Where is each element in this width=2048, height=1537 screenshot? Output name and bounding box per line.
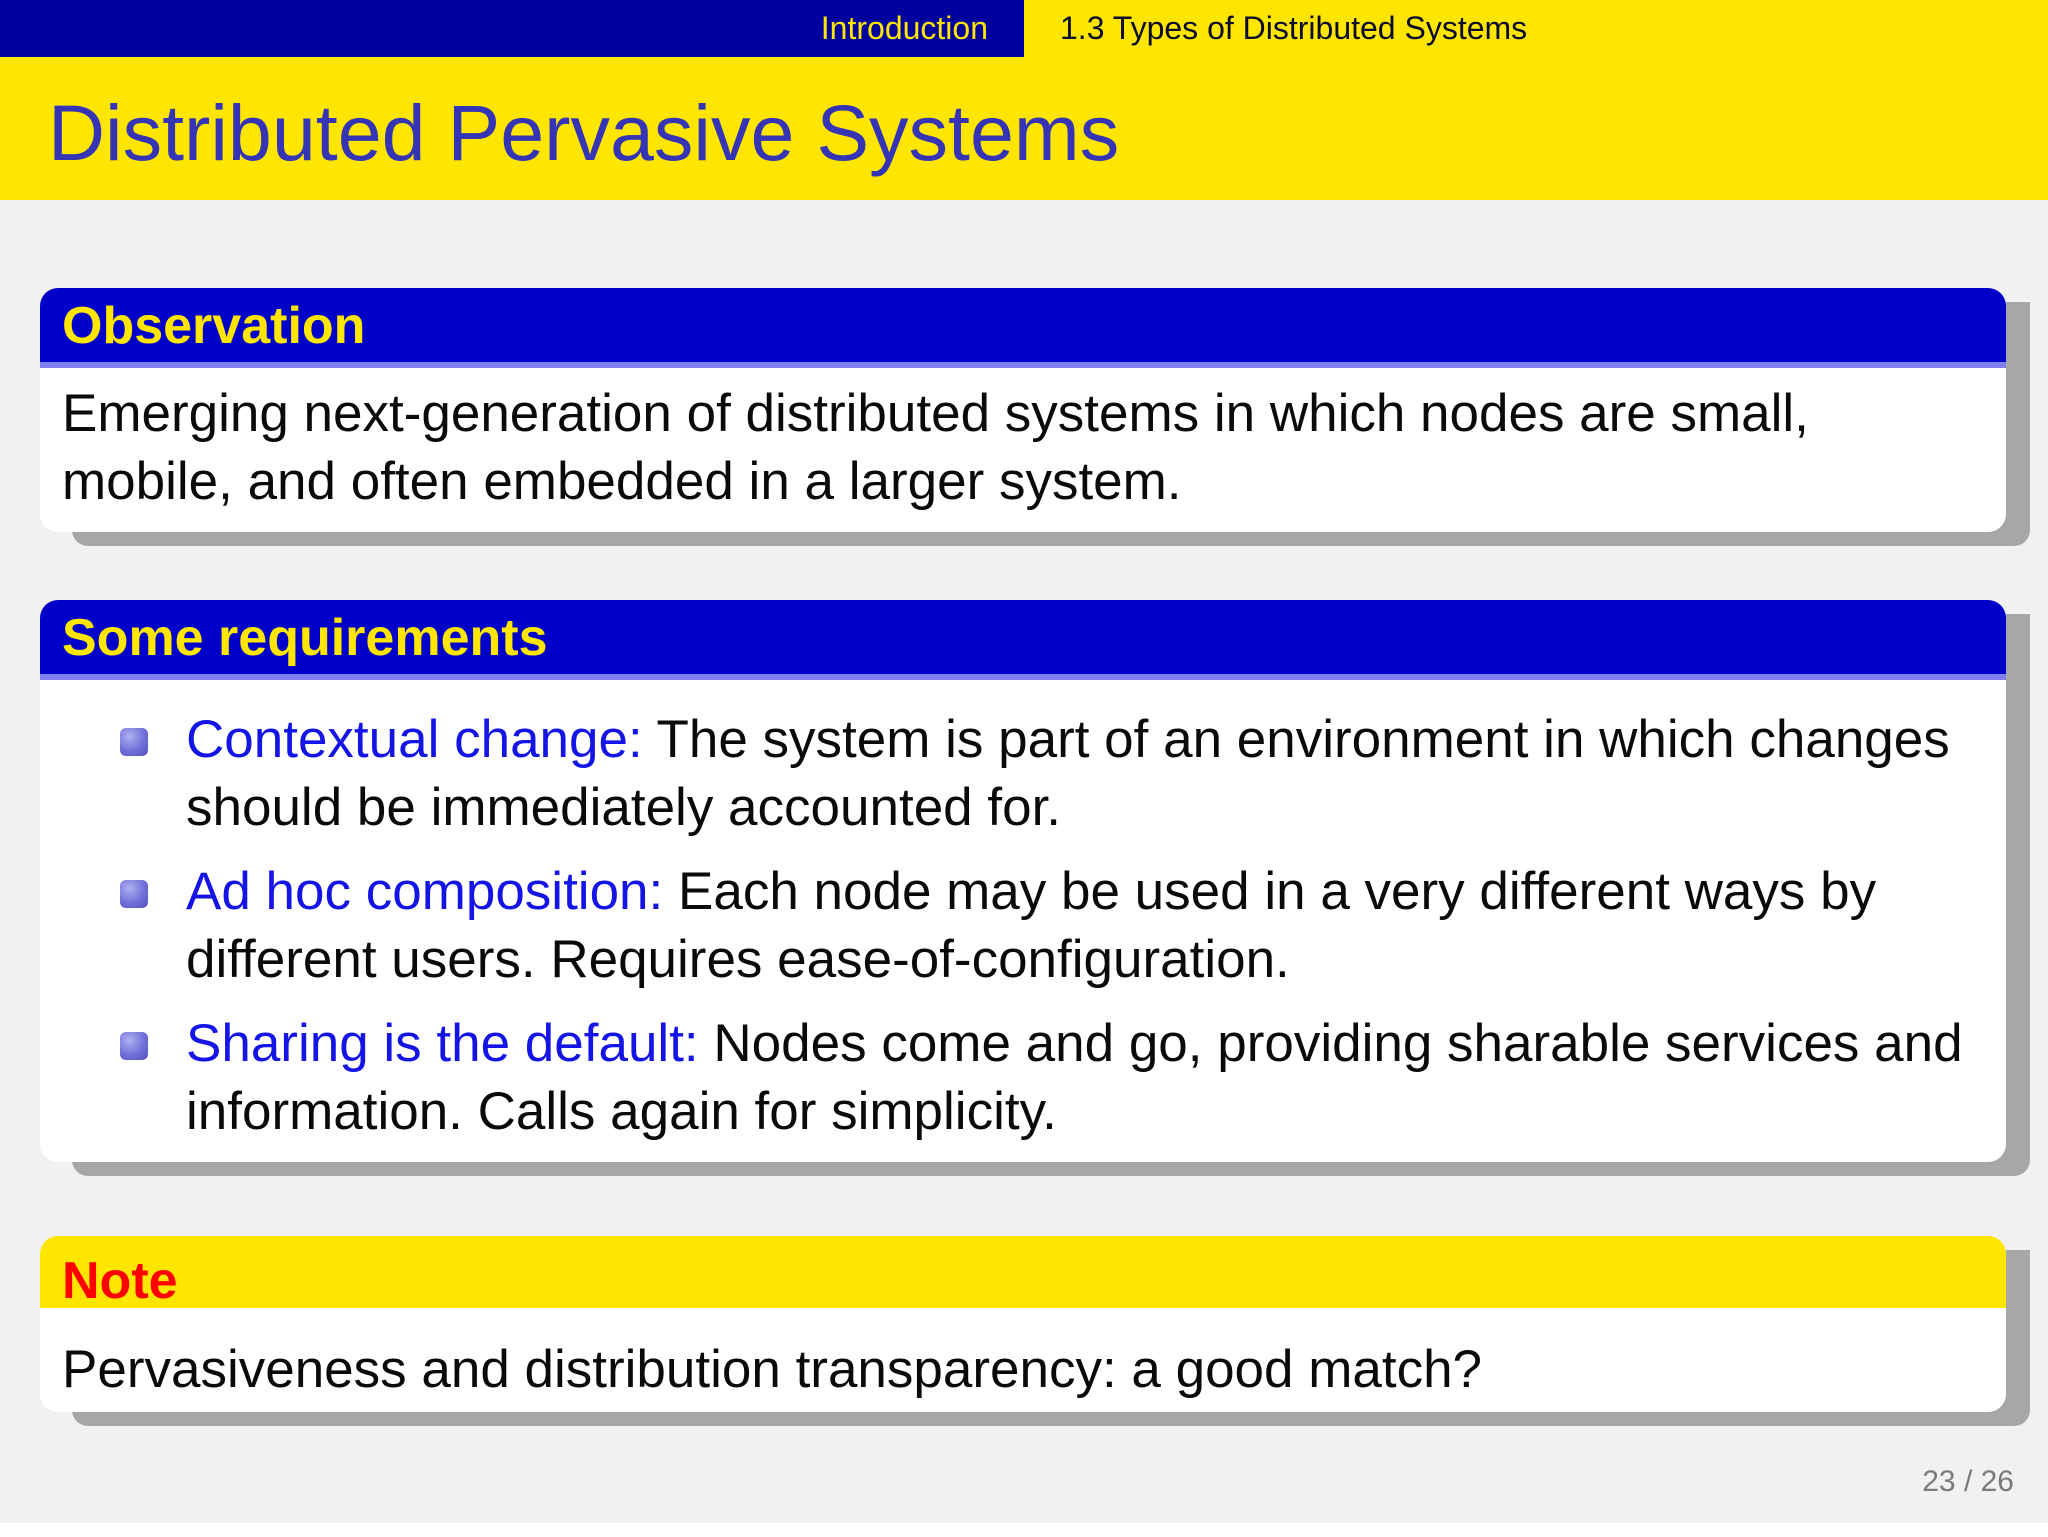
requirement-text: Each node may be used in a very different ways by different users. Requires ease-of-configuration. xyxy=(186,862,1877,989)
observation-block xyxy=(40,288,2006,532)
requirements-header xyxy=(40,600,2006,680)
requirements-block xyxy=(40,600,2006,1162)
title-bar xyxy=(0,57,2048,200)
list-item xyxy=(40,1010,1966,1146)
nav-subsection-link[interactable]: 1.3 Types of Distributed Systems xyxy=(1060,10,1528,46)
observation-title: Observation xyxy=(62,297,366,355)
requirements-title: Some requirements xyxy=(62,609,548,667)
requirement-term: Contextual change: xyxy=(186,710,643,769)
requirement-text: The system is part of an environment in which changes should be immediately accounted for. xyxy=(186,710,1950,837)
note-block xyxy=(40,1236,2006,1412)
header-navigation xyxy=(0,0,2048,57)
bullet-icon xyxy=(120,728,148,756)
observation-text: Emerging next-generation of distributed systems in which nodes are small, mobile, and often embedded in a larger system. xyxy=(62,384,1809,511)
requirement-term: Sharing is the default: xyxy=(186,1014,699,1073)
bottom-margin xyxy=(0,1523,2048,1537)
list-item xyxy=(40,706,1966,842)
nav-section-link[interactable]: Introduction xyxy=(0,0,1024,57)
bullet-icon xyxy=(120,880,148,908)
requirement-text: Nodes come and go, providing sharable services and information. Calls again for simplicity. xyxy=(186,1014,1963,1141)
bullet-icon xyxy=(120,1032,148,1060)
list-item xyxy=(40,858,1966,994)
slide-title: Distributed Pervasive Systems xyxy=(48,88,1120,177)
note-header xyxy=(40,1236,2006,1308)
observation-header xyxy=(40,288,2006,368)
page-number: 23 / 26 xyxy=(1922,1465,2014,1498)
note-title: Note xyxy=(62,1252,178,1310)
requirement-term: Ad hoc composition: xyxy=(186,862,664,921)
requirements-list xyxy=(40,680,2006,1162)
note-text: Pervasiveness and distribution transparency: a good match? xyxy=(62,1340,1483,1399)
